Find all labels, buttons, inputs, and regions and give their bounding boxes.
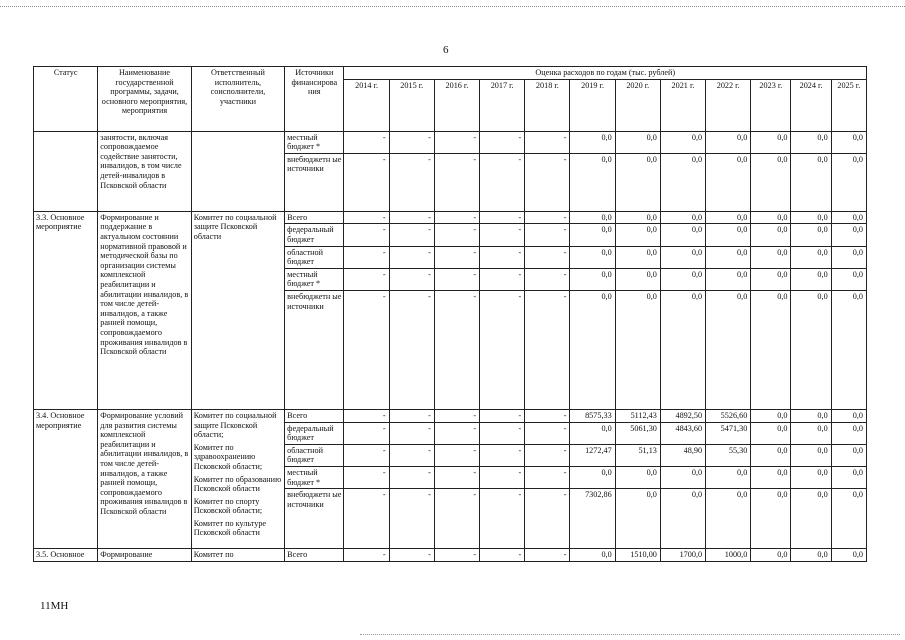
value-cell: 0,0 [706, 290, 751, 409]
value-cell: - [434, 444, 479, 466]
value-cell: 4843,60 [660, 422, 705, 444]
value-cell: - [389, 224, 434, 246]
value-cell: 0,0 [751, 224, 791, 246]
value-cell: - [525, 246, 570, 268]
value-cell: - [389, 466, 434, 488]
value-cell: 5471,30 [706, 422, 751, 444]
responsible-entry: Комитет по спорту Псковской области; [193, 496, 263, 516]
value-cell: - [525, 290, 570, 409]
value-cell: 7302,86 [570, 489, 615, 549]
value-cell: - [525, 409, 570, 422]
value-cell: 0,0 [615, 131, 660, 153]
value-cell: - [389, 422, 434, 444]
value-cell: - [434, 409, 479, 422]
value-cell: 0,0 [660, 268, 705, 290]
header-year: 2025 г. [831, 79, 866, 131]
value-cell: 0,0 [570, 153, 615, 211]
value-cell: 0,0 [615, 268, 660, 290]
status-cell [34, 131, 98, 211]
value-cell: 48,90 [660, 444, 705, 466]
responsible-cell: Комитет по социальной защите Псковской области [191, 211, 284, 409]
value-cell: - [389, 131, 434, 153]
value-cell: 0,0 [706, 489, 751, 549]
value-cell: - [525, 489, 570, 549]
value-cell: 0,0 [791, 268, 831, 290]
value-cell: 0,0 [570, 549, 615, 562]
value-cell: - [389, 211, 434, 224]
value-cell: - [525, 549, 570, 562]
value-cell: 0,0 [831, 268, 866, 290]
value-cell: 0,0 [615, 489, 660, 549]
value-cell: - [434, 211, 479, 224]
value-cell: 0,0 [791, 422, 831, 444]
responsible-entry: Комитет по образованию Псковской области [193, 474, 282, 494]
value-cell: - [480, 153, 525, 211]
value-cell: 0,0 [751, 268, 791, 290]
header-year: 2019 г. [570, 79, 615, 131]
value-cell: 4892,50 [660, 409, 705, 422]
value-cell: 0,0 [791, 224, 831, 246]
value-cell: - [525, 422, 570, 444]
responsible-entry: Комитет по культуре Псковской области [193, 518, 267, 538]
table-row [34, 131, 867, 153]
value-cell: 0,0 [570, 466, 615, 488]
value-cell: - [525, 131, 570, 153]
header-sources: Источники финансирова ния [285, 67, 344, 132]
value-cell: 0,0 [751, 290, 791, 409]
value-cell: - [434, 466, 479, 488]
value-cell: 0,0 [751, 466, 791, 488]
source-cell: федеральный бюджет [285, 224, 344, 246]
header-year: 2015 г. [389, 79, 434, 131]
value-cell: 0,0 [791, 466, 831, 488]
value-cell: - [480, 131, 525, 153]
value-cell: 0,0 [615, 224, 660, 246]
value-cell: - [344, 153, 389, 211]
header-year: 2023 г. [751, 79, 791, 131]
value-cell: 0,0 [831, 489, 866, 549]
value-cell: 0,0 [706, 268, 751, 290]
responsible-cell: Комитет по [191, 549, 284, 562]
value-cell: 5112,43 [615, 409, 660, 422]
value-cell: 0,0 [791, 444, 831, 466]
value-cell: - [389, 268, 434, 290]
header-name: Наименование государственной программы, задачи, основного мероприятия, мероприятия [98, 67, 191, 132]
value-cell: - [434, 489, 479, 549]
value-cell: - [434, 131, 479, 153]
value-cell: 1000,0 [706, 549, 751, 562]
value-cell: 0,0 [615, 211, 660, 224]
responsible-entry: Комитет по здравоохранению Псковской области; [193, 442, 263, 471]
value-cell: - [344, 422, 389, 444]
status-cell: 3.5. Основное [34, 549, 98, 562]
value-cell: 0,0 [791, 489, 831, 549]
value-cell: - [344, 268, 389, 290]
header-year: 2024 г. [791, 79, 831, 131]
value-cell: - [434, 549, 479, 562]
responsible-cell [191, 131, 284, 211]
scan-bottom-edge [360, 634, 900, 635]
value-cell: 0,0 [831, 224, 866, 246]
expenditure-table [33, 66, 867, 562]
value-cell: 0,0 [751, 489, 791, 549]
value-cell: - [389, 246, 434, 268]
name-cell: занятости, включая сопровождаемое содействие занятости, инвалидов, в том числе детей-инвалидов в Псковской области [98, 131, 191, 211]
table-row [34, 409, 867, 422]
value-cell: 0,0 [570, 290, 615, 409]
value-cell: - [480, 211, 525, 224]
value-cell: - [434, 224, 479, 246]
value-cell: - [434, 268, 479, 290]
value-cell: - [480, 549, 525, 562]
value-cell: 0,0 [831, 211, 866, 224]
value-cell: 0,0 [791, 246, 831, 268]
value-cell: 51,13 [615, 444, 660, 466]
value-cell: 0,0 [831, 409, 866, 422]
value-cell: - [525, 153, 570, 211]
value-cell: - [525, 211, 570, 224]
value-cell: - [344, 489, 389, 549]
value-cell: 0,0 [751, 444, 791, 466]
value-cell: - [525, 444, 570, 466]
value-cell: 0,0 [831, 153, 866, 211]
value-cell: 0,0 [831, 290, 866, 409]
value-cell: 0,0 [706, 224, 751, 246]
source-cell: областной бюджет [285, 246, 344, 268]
value-cell: - [344, 444, 389, 466]
value-cell: - [344, 131, 389, 153]
value-cell: 0,0 [751, 409, 791, 422]
value-cell: 0,0 [660, 131, 705, 153]
value-cell: 0,0 [831, 246, 866, 268]
value-cell: 0,0 [751, 422, 791, 444]
value-cell: 0,0 [660, 224, 705, 246]
value-cell: 0,0 [570, 131, 615, 153]
header-year: 2018 г. [525, 79, 570, 131]
value-cell: - [389, 409, 434, 422]
header-status: Статус [34, 67, 98, 132]
value-cell: - [434, 153, 479, 211]
name-cell: Формирование и поддержание в актуальном состоянии нормативной правовой и методической базы по организации системы комплексной реабилитации и абилитации инвалидов, в том числе детей-инвалидов, а также ранней помощи, сопровождаемого проживания инвалидов в Псковской области [98, 211, 191, 409]
source-cell: местный бюджет * [285, 466, 344, 488]
value-cell: - [389, 444, 434, 466]
value-cell: 0,0 [660, 290, 705, 409]
footer-mark: 11МН [40, 600, 69, 612]
source-cell: местный бюджет * [285, 131, 344, 153]
value-cell: - [344, 549, 389, 562]
value-cell: - [344, 211, 389, 224]
value-cell: 0,0 [706, 246, 751, 268]
value-cell: 0,0 [831, 466, 866, 488]
value-cell: - [480, 466, 525, 488]
value-cell: 0,0 [660, 211, 705, 224]
responsible-cell [191, 409, 284, 548]
value-cell: 0,0 [660, 246, 705, 268]
value-cell: 0,0 [791, 131, 831, 153]
header-year: 2020 г. [615, 79, 660, 131]
source-cell: Всего [285, 211, 344, 224]
value-cell: - [344, 246, 389, 268]
value-cell: 1700,0 [660, 549, 705, 562]
value-cell: - [480, 290, 525, 409]
value-cell: 0,0 [615, 466, 660, 488]
source-cell: областной бюджет [285, 444, 344, 466]
value-cell: 0,0 [706, 466, 751, 488]
header-year: 2016 г. [434, 79, 479, 131]
status-cell: 3.4. Основное мероприятие [34, 409, 98, 548]
value-cell: - [434, 290, 479, 409]
value-cell: 0,0 [706, 131, 751, 153]
value-cell: 0,0 [791, 549, 831, 562]
value-cell: 0,0 [706, 211, 751, 224]
header-responsible: Ответственный исполнитель, соисполнители, участники [191, 67, 284, 132]
source-cell: Всего [285, 549, 344, 562]
value-cell: 0,0 [791, 409, 831, 422]
value-cell: 0,0 [831, 444, 866, 466]
value-cell: 0,0 [615, 246, 660, 268]
value-cell: - [434, 422, 479, 444]
header-year: 2022 г. [706, 79, 751, 131]
value-cell: 0,0 [751, 153, 791, 211]
value-cell: - [480, 409, 525, 422]
source-cell: внебюджетн ые источники [285, 153, 344, 211]
table-row [34, 549, 867, 562]
name-cell: Формирование [98, 549, 191, 562]
source-cell: внебюджетн ые источники [285, 489, 344, 549]
responsible-entry: Комитет по социальной защите Псковской области; [193, 410, 277, 440]
header-estimate: Оценка расходов по годам (тыс. рублей) [344, 67, 867, 80]
value-cell: 0,0 [831, 131, 866, 153]
value-cell: - [344, 224, 389, 246]
value-cell: 0,0 [615, 290, 660, 409]
name-cell: Формирование условий для развития системы комплексной реабилитации и абилитации инвалидов, в том числе детей-инвалидов, а также ранней помощи, сопровождаемого проживания инвалидов в Псковской области [98, 409, 191, 548]
scan-top-edge [0, 6, 905, 7]
header-year: 2021 г. [660, 79, 705, 131]
table-row [34, 211, 867, 224]
value-cell: 0,0 [706, 153, 751, 211]
value-cell: - [389, 549, 434, 562]
value-cell: - [480, 422, 525, 444]
value-cell: - [480, 489, 525, 549]
value-cell: - [344, 290, 389, 409]
page-number: 6 [443, 44, 449, 56]
header-year: 2014 г. [344, 79, 389, 131]
value-cell: 0,0 [791, 211, 831, 224]
value-cell: 0,0 [660, 489, 705, 549]
value-cell: - [480, 246, 525, 268]
source-cell: местный бюджет * [285, 268, 344, 290]
value-cell: - [344, 409, 389, 422]
value-cell: 55,30 [706, 444, 751, 466]
value-cell: 0,0 [751, 549, 791, 562]
value-cell: 1272,47 [570, 444, 615, 466]
value-cell: - [389, 489, 434, 549]
value-cell: 0,0 [660, 153, 705, 211]
value-cell: 0,0 [751, 246, 791, 268]
value-cell: - [434, 246, 479, 268]
value-cell: 0,0 [660, 466, 705, 488]
value-cell: 0,0 [570, 422, 615, 444]
value-cell: - [344, 466, 389, 488]
value-cell: - [389, 153, 434, 211]
value-cell: 1510,00 [615, 549, 660, 562]
header-year: 2017 г. [480, 79, 525, 131]
value-cell: 0,0 [570, 224, 615, 246]
value-cell: 0,0 [831, 422, 866, 444]
value-cell: 0,0 [570, 211, 615, 224]
value-cell: 5526,60 [706, 409, 751, 422]
value-cell: 0,0 [831, 549, 866, 562]
value-cell: 8575,33 [570, 409, 615, 422]
value-cell: 0,0 [791, 153, 831, 211]
value-cell: 0,0 [751, 211, 791, 224]
value-cell: - [389, 290, 434, 409]
value-cell: 5061,30 [615, 422, 660, 444]
source-cell: внебюджетн ые источники [285, 290, 344, 409]
value-cell: - [480, 268, 525, 290]
value-cell: 0,0 [615, 153, 660, 211]
value-cell: 0,0 [751, 131, 791, 153]
value-cell: - [525, 224, 570, 246]
status-cell: 3.3. Основное мероприятие [34, 211, 98, 409]
value-cell: 0,0 [570, 268, 615, 290]
value-cell: 0,0 [570, 246, 615, 268]
source-cell: Всего [285, 409, 344, 422]
value-cell: - [525, 268, 570, 290]
value-cell: 0,0 [791, 290, 831, 409]
source-cell: федеральный бюджет [285, 422, 344, 444]
value-cell: - [480, 444, 525, 466]
value-cell: - [525, 466, 570, 488]
value-cell: - [480, 224, 525, 246]
